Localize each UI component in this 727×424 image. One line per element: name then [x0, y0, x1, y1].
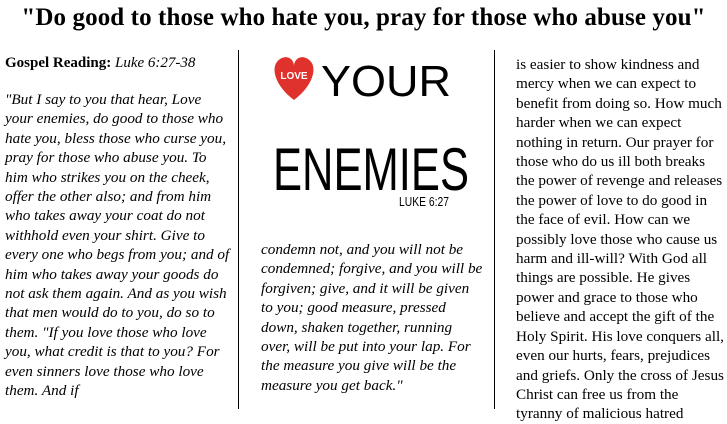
left-column	[5, 50, 231, 401]
poster-reference: LUKE 6:27	[399, 194, 449, 209]
page-headline: "Do good to those who hate you, pray for those who abuse you"	[21, 4, 706, 31]
commentary-text: is easier to show kindness and mercy when we can expect to benefit from doing so. How much harder when we can expect nothing in return. Our prayer for those who do us ill both breaks the power of revenge and releases the power of love to do good in the face of evil. How can we possibly love those who cause us harm and ill-will? With God all things are possible. He gives power and grace to those who believe and accept the gift of the Holy Spirit. His love conquers all, even our hurts, fears, prejudices and griefs. Only the cross of Jesus Christ can free us from the tyranny of malicious hatred	[516, 56, 724, 423]
heart-love-text: LOVE	[280, 71, 308, 82]
column-divider-right	[494, 50, 495, 409]
poster-word-your: YOUR	[321, 57, 451, 106]
gospel-reading-continued: condemn not, and you will not be condemned; forgive, and you will be forgiven; give, and it will be given to you; good measure, pressed down, shaken together, running over, will be put into your lap. For the measure you give will be the measure you get back."	[261, 241, 483, 394]
gospel-reading-label: Gospel Reading:	[5, 55, 112, 71]
right-column	[516, 50, 725, 424]
love-your-enemies-poster	[261, 50, 481, 240]
poster-word-enemies: ENEMIES	[273, 136, 469, 203]
gospel-reading-reference: Luke 6:27-38	[115, 55, 196, 71]
column-divider-left	[238, 50, 239, 409]
gospel-reading-heading	[5, 53, 231, 73]
gospel-reading-text: "But I say to you that hear, Love your enemies, do good to those who hate you, bless those who curse you, pray for those who abuse you. To him who strikes you on the cheek, offer the other also; and from him who takes away your coat do not withhold even your shirt. Give to every one who begs from you; and of him who takes away your goods do not ask them again. And as you wish that men would do to you, do so to them. "If you love those who love you, what credit is that to you? For even sinners love those who love them. And if	[5, 91, 230, 400]
